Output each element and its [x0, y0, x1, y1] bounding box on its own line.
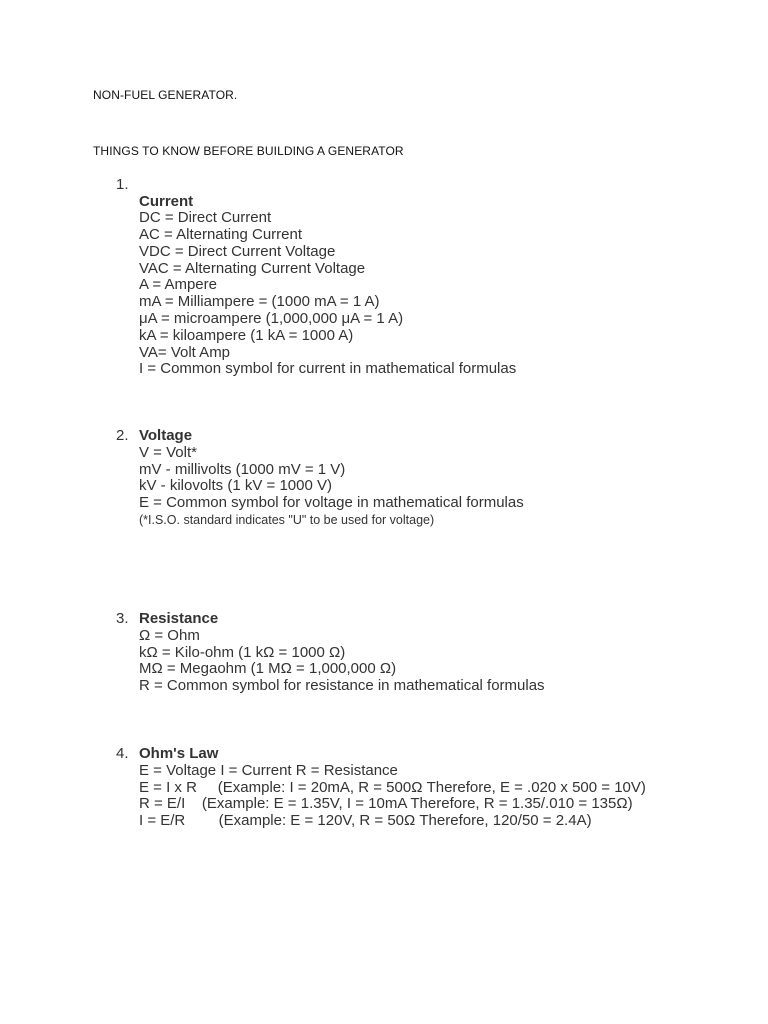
list-item: R = E/I (Example: E = 1.35V, I = 10mA Therefore, R = 1.35/.010 = 135Ω) [139, 795, 633, 813]
section-number: 3. [116, 610, 129, 627]
list-item: VA= Volt Amp [139, 343, 231, 361]
section-heading: Voltage [139, 427, 193, 444]
section-heading: Current [139, 192, 194, 210]
list-item: kA = kiloampere (1 kA = 1000 A) [139, 326, 354, 344]
list-item: DC = Direct Current [139, 209, 272, 227]
section-number: 1. [116, 176, 129, 193]
list-item: Ω = Ohm [139, 626, 200, 644]
document-title: NON-FUEL GENERATOR. [93, 88, 238, 102]
section-number: 4. [116, 745, 129, 762]
list-item: I = E/R (Example: E = 120V, R = 50Ω Therefore, 120/50 = 2.4A) [139, 812, 592, 830]
document-subtitle: THINGS TO KNOW BEFORE BUILDING A GENERATOR [93, 144, 404, 158]
list-item: μA = microampere (1,000,000 μA = 1 A) [139, 310, 404, 328]
list-item: A = Ampere [139, 276, 217, 294]
list-item: E = Common symbol for voltage in mathematical formulas [139, 494, 524, 512]
list-item: kΩ = Kilo-ohm (1 kΩ = 1000 Ω) [139, 643, 346, 661]
list-item: mA = Milliampere = (1000 mA = 1 A) [139, 293, 380, 311]
list-item: E = I x R (Example: I = 20mA, R = 500Ω Therefore, E = .020 x 500 = 10V) [139, 778, 646, 796]
list-item: VAC = Alternating Current Voltage [139, 259, 366, 277]
section-number: 2. [116, 427, 129, 444]
list-item: MΩ = Megaohm (1 MΩ = 1,000,000 Ω) [139, 660, 397, 678]
list-item: mV - millivolts (1000 mV = 1 V) [139, 460, 346, 478]
list-item: AC = Alternating Current [139, 226, 303, 244]
section-heading: Ohm's Law [139, 745, 219, 762]
section-heading: Resistance [139, 610, 219, 627]
list-item: VDC = Direct Current Voltage [139, 242, 336, 260]
list-item: V = Volt* [139, 443, 197, 461]
list-item: kV - kilovolts (1 kV = 1000 V) [139, 477, 332, 495]
list-item: I = Common symbol for current in mathematical formulas [139, 360, 517, 378]
list-item: E = Voltage I = Current R = Resistance [139, 761, 398, 779]
footnote: (*I.S.O. standard indicates "U" to be used for voltage) [139, 512, 435, 527]
list-item: R = Common symbol for resistance in mathematical formulas [139, 677, 545, 695]
